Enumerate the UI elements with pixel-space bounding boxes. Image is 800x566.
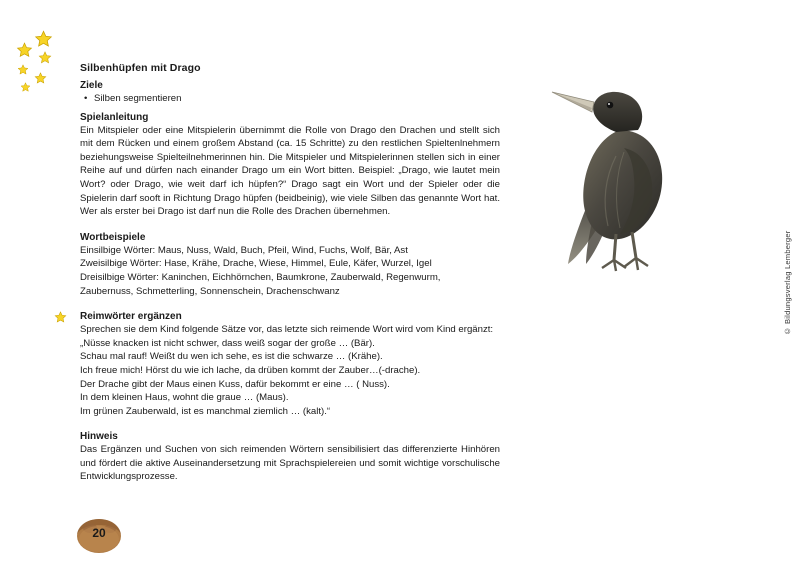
star-icon [34, 72, 47, 85]
text-line: „Nüsse knacken ist nicht schwer, dass weiß sogar der große … (Bär). [80, 337, 375, 349]
text-line: Schau mal rauf! Weißt du wen ich sehe, es ist die schwarze … (Krähe). [80, 351, 383, 363]
text-line: Der Drache gibt der Maus einen Kuss, dafür bekommt er eine … ( Nuss). [80, 378, 390, 390]
section-ziele [80, 80, 500, 106]
star-icon [20, 82, 31, 93]
hinweis-text: Das Ergänzen und Suchen von sich reimenden Wörtern sensibilisiert das differenzierte Hinhören und fördert die aktive Auseinandersetzung mit Sprachspielereien und somit wichtige vorschulische Entwicklungsprozesse. [80, 444, 500, 483]
section-heading-reimwoerter-label: Reimwörter ergänzen [80, 311, 182, 323]
star-icon [16, 42, 33, 59]
section-heading-hinweis: Hinweis [80, 431, 118, 443]
section-spielanleitung [80, 112, 500, 219]
star-icon [34, 30, 53, 49]
reimwoerter-lines [80, 323, 500, 418]
text-line: Im grünen Zauberwald, ist es manchmal ziemlich … (kalt).“ [80, 405, 331, 417]
star-cluster-decoration [14, 30, 70, 102]
text-line: Zaubernuss, Schmetterling, Sonnenschein, Drachenschwanz [80, 285, 340, 297]
ziele-list [80, 92, 500, 106]
star-icon [38, 51, 52, 65]
text-line: Einsilbige Wörter: Maus, Nuss, Wald, Buch, Pfeil, Wind, Fuchs, Wolf, Bär, Ast [80, 244, 408, 256]
text-line: Ich freue mich! Hörst du wie ich lache, da drüben kommt der Zauber…(-drache). [80, 364, 421, 376]
section-reimwoerter [80, 311, 500, 418]
section-heading-wortbeispiele: Wortbeispiele [80, 231, 146, 243]
wortbeispiele-lines [80, 244, 500, 298]
text-line: Dreisilbige Wörter: Kaninchen, Eichhörnchen, Baumkrone, Zauberwald, Regenwurm, [80, 271, 441, 283]
crow-illustration [520, 78, 710, 283]
section-wortbeispiele [80, 232, 500, 298]
page-number-badge [72, 514, 126, 554]
star-icon [17, 64, 29, 76]
section-heading-reimwoerter [80, 311, 500, 322]
reimwoerter-intro: Sprechen sie dem Kind folgende Sätze vor, das letzte sich reimende Wort wird vom Kind ergänzt: [80, 324, 494, 336]
section-heading-ziele: Ziele [80, 80, 103, 91]
section-heading-spielanleitung: Spielanleitung [80, 111, 149, 123]
page-title: Silbenhüpfen mit Drago [80, 62, 201, 74]
list-item: • Silben segmentieren [94, 92, 500, 106]
text-line: In dem kleinen Haus, wohnt die graue … (Maus). [80, 392, 289, 404]
text-line: Zweisilbige Wörter: Hase, Krähe, Drache, Wiese, Himmel, Eule, Käfer, Wurzel, Igel [80, 258, 432, 270]
star-icon [54, 311, 67, 327]
spielanleitung-text: Ein Mitspieler oder eine Mitspielerin übernimmt die Rolle von Drago den Drachen und stellt sich mit dem Rücken und einem großem Abstand (ca. 15 Schritte) zu den restlichen Spieltenlnehmern beziehungsweise Spielteilnehmerinnen hin. Die Mitspieler und Mitspielerinnen stellen sich in einer Reihe auf und dürfen nach einander Drago um ein Wort bitten. Beispiel: „Drago, wie lautet mein Wort? oder Drago, wie weit darf ich hüpfen?“ Drago sagt ein Wort und der Spieler oder die Spielerin darf sooft in Richtung Drago hüpfen (beidbeinig), wie viele Silben das genannte Wort hat. Wer als erster bei Drago ist darf nun die Rolle des Drachen übernehmen. [80, 124, 500, 218]
content-column [80, 62, 500, 484]
section-hinweis [80, 431, 500, 484]
copyright-notice: © Bildungsverlag Lemberger [783, 230, 792, 336]
page-number: 20 [92, 526, 106, 540]
